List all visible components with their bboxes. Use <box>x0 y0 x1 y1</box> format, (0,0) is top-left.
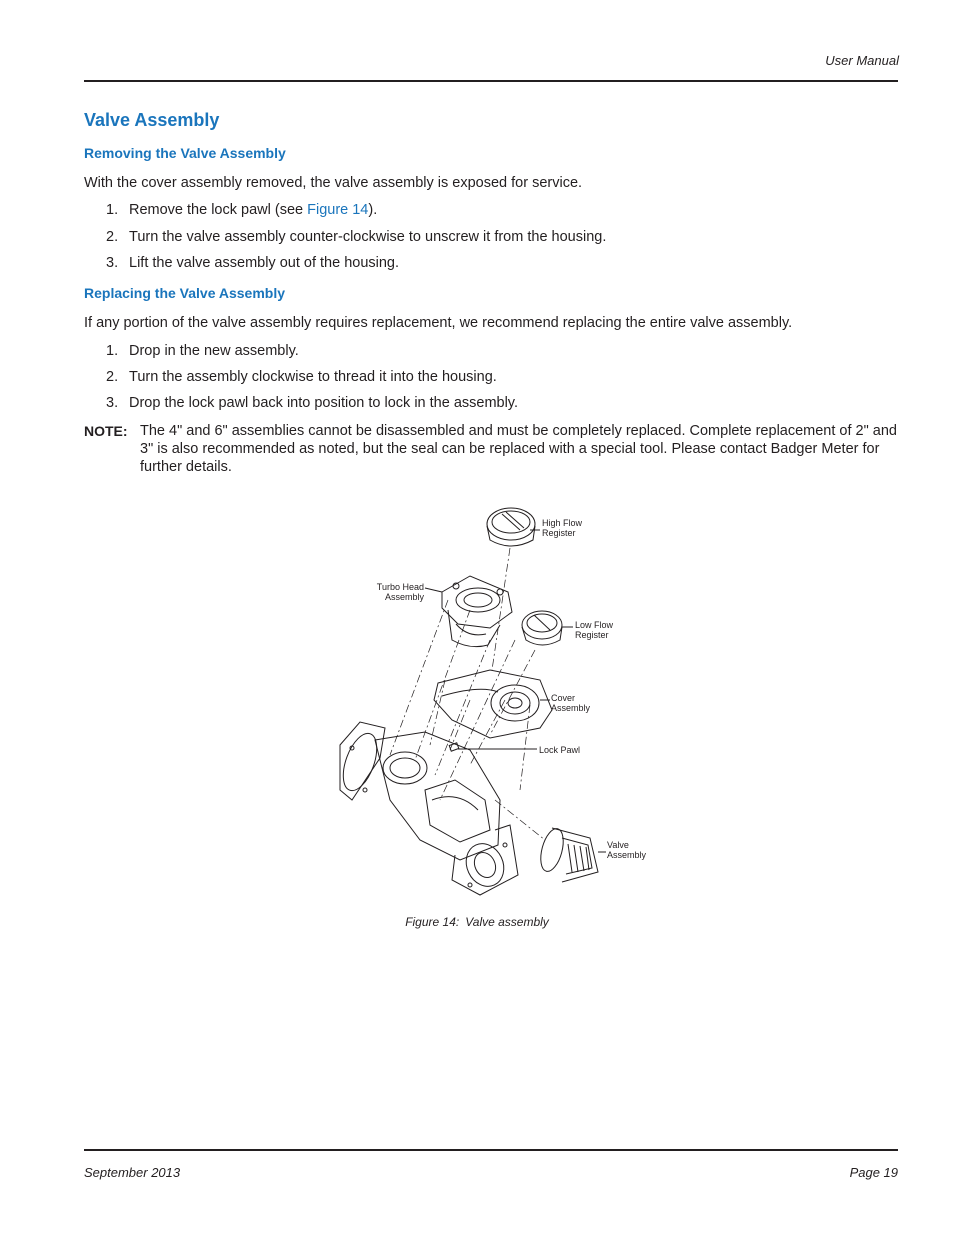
callout-line: Assembly <box>551 703 591 713</box>
step-text: Turn the valve assembly counter-clockwise to unscrew it from the housing. <box>129 229 607 245</box>
list-item <box>84 394 898 412</box>
step-number: 2. <box>106 369 119 385</box>
high-flow-register-part <box>487 508 540 546</box>
step-text: Turn the assembly clockwise to thread it into the housing. <box>129 369 497 385</box>
step-text: Remove the lock pawl (see <box>129 202 308 218</box>
step-text: Lift the valve assembly out of the housing. <box>129 255 400 271</box>
main-housing-part <box>337 722 518 895</box>
callout-high-flow-register <box>542 518 582 538</box>
section-title: Valve Assembly <box>84 110 220 130</box>
callout-line: Cover <box>551 693 576 703</box>
callout-lock-pawl <box>539 745 580 755</box>
replacing-heading: Replacing the Valve Assembly <box>84 285 286 301</box>
header-rule <box>84 80 898 82</box>
main-content <box>84 108 898 476</box>
cover-assembly-part <box>434 670 552 738</box>
callout-valve-assembly <box>607 840 646 860</box>
callout-line: Lock Pawl <box>539 745 581 755</box>
figure-caption <box>0 915 954 929</box>
callout-line: Low Flow <box>575 620 614 630</box>
header-doc-type: User Manual <box>825 53 899 68</box>
callout-line: Assembly <box>607 850 647 860</box>
note-label: NOTE: <box>84 423 128 439</box>
step-text: Drop in the new assembly. <box>129 343 299 359</box>
step-number: 1. <box>106 202 119 218</box>
replacing-intro: If any portion of the valve assembly requires replacement, we recommend replacing the entire valve assembly. <box>84 315 793 331</box>
figure-14-link[interactable]: Figure 14 <box>307 202 369 218</box>
step-text: Drop the lock pawl back into position to lock in the assembly. <box>129 395 519 411</box>
callout-low-flow-register <box>575 620 613 640</box>
callout-line: Register <box>575 630 609 640</box>
caption-label: Figure 14: <box>405 915 460 929</box>
footer-date: September 2013 <box>84 1165 181 1180</box>
removing-steps <box>84 201 898 272</box>
note-text: The 4" and 6" assemblies cannot be disassembled and must be completely replaced. Complete replacement of 2" and 3" is also recommended as noted, but the seal can be replaced with a special tool. Please contact Badger Meter for further details. <box>140 423 897 475</box>
callout-line: Assembly <box>384 592 424 602</box>
step-text-end: ). <box>368 202 378 218</box>
footer-rule <box>84 1149 898 1151</box>
valve-assembly-figure <box>330 500 660 900</box>
turbo-head-assembly-part <box>425 576 512 647</box>
list-item <box>84 342 898 360</box>
list-item <box>84 254 898 272</box>
callout-turbo-head-assembly <box>377 582 424 602</box>
replacing-steps <box>84 342 898 412</box>
step-number: 2. <box>106 229 119 245</box>
removing-intro: With the cover assembly removed, the valve assembly is exposed for service. <box>84 175 583 191</box>
list-item <box>84 228 898 246</box>
list-item <box>84 201 898 219</box>
step-number: 3. <box>106 395 119 411</box>
callout-line: High Flow <box>542 518 583 528</box>
note-block <box>84 422 898 476</box>
low-flow-register-part <box>522 611 573 645</box>
caption-text: Valve assembly <box>465 915 549 929</box>
footer-page-number: Page 19 <box>849 1165 898 1180</box>
callout-line: Turbo Head <box>376 582 424 592</box>
valve-assembly-part <box>537 826 606 882</box>
step-number: 1. <box>106 343 119 359</box>
callout-line: Valve <box>607 840 629 850</box>
step-number: 3. <box>106 255 119 271</box>
callout-line: Register <box>542 528 576 538</box>
removing-heading: Removing the Valve Assembly <box>84 145 286 161</box>
list-item <box>84 368 898 386</box>
callout-cover-assembly <box>551 693 590 713</box>
